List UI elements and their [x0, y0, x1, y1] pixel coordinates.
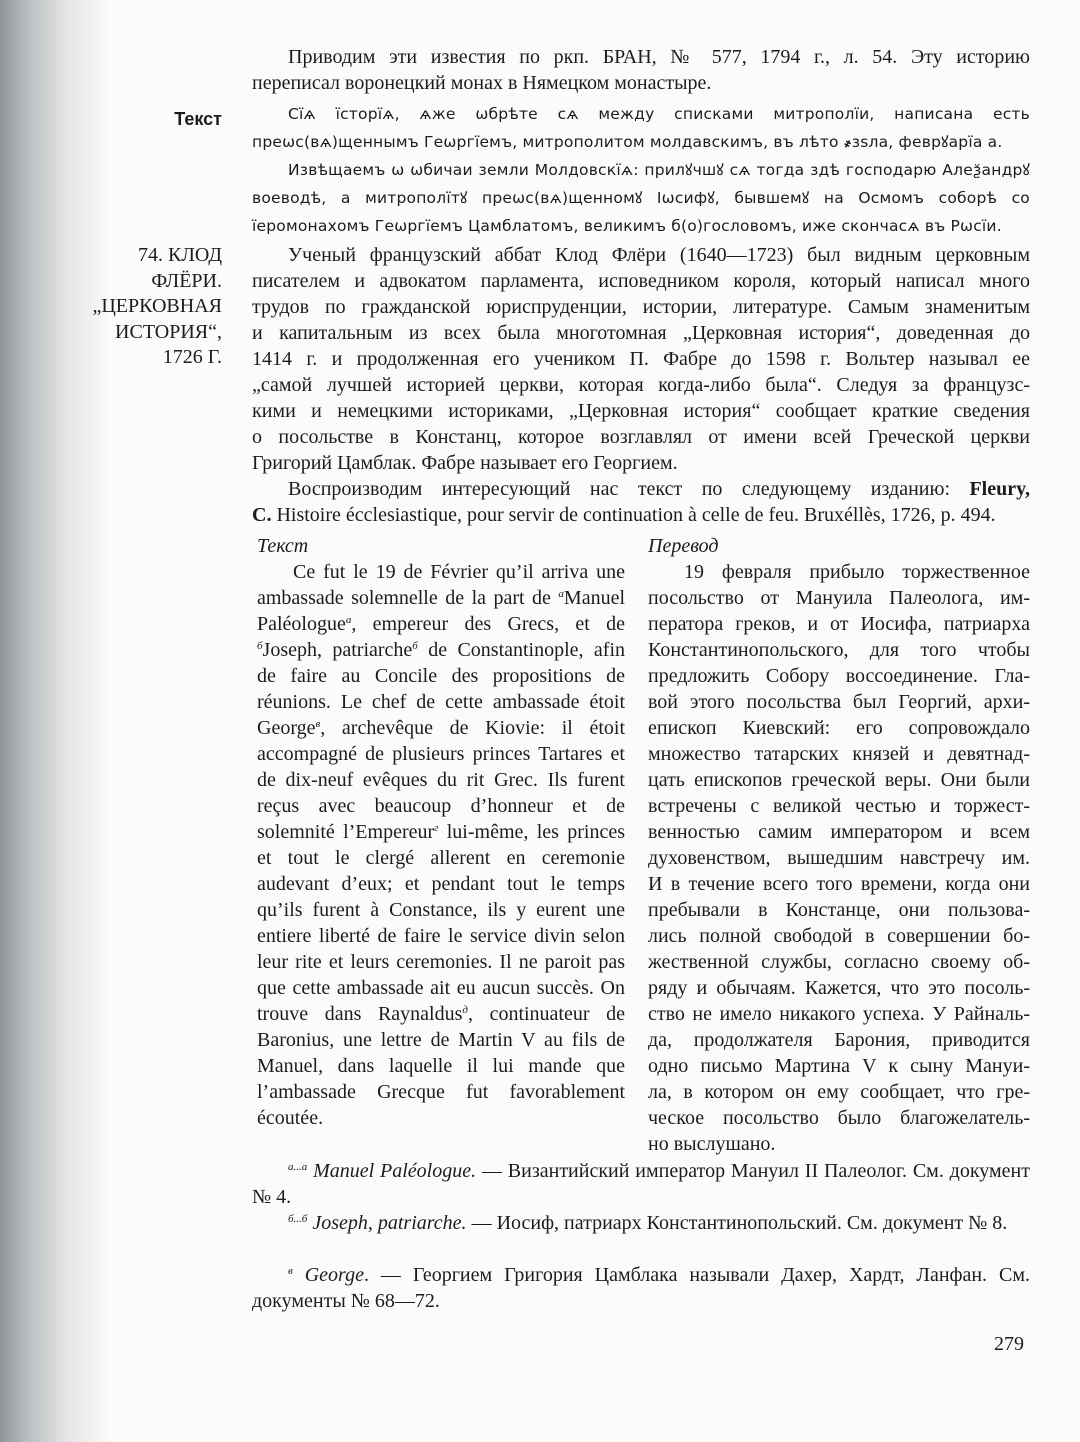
french-line: Baronius, une lettre de Martin V au fils de: [257, 1029, 625, 1051]
slavonic-line: Сїѧ їсторїѧ, ѧже ѡбрѣте сѧ между списками митрополїи, написана есть: [288, 105, 1030, 123]
footnote-marker: а: [558, 588, 564, 600]
text-line: „самой лучшей историей церкви, которая когда-либо была“. Следуя за французс-: [252, 374, 1030, 396]
text-line: кими и немецкими историками, „Церковная история“ сообщает краткие сведения: [252, 400, 1030, 422]
french-line: audevant d’eux; et pendant tout le temps: [257, 873, 625, 895]
slavonic-line: преѡс(вѧ)щеннымъ Геѡргїемъ, митрополитом молдавскимъ, въ лѣто ҂зѕла, феврꙋарїа а.: [252, 133, 1003, 151]
section-label-line: 1726 Г.: [162, 346, 222, 368]
footnote-marker: д: [462, 1004, 468, 1016]
translation-line: но выслушано.: [648, 1133, 776, 1155]
translation-line: ператора греков, и от Иосифа, патриарха: [648, 613, 1030, 635]
translation-line: пребывали в Констанце, они пользова-: [648, 899, 1030, 921]
translation-line: предложить Собору воссоединение. Гла-: [648, 665, 1030, 687]
french-line: Paléologue$^а$, empereur des Grecs, et de: [257, 613, 625, 635]
text-line: и капитальным из всех была многотомная „Церковная история“, доведенная до: [252, 322, 1030, 344]
column-heading-text: Текст: [257, 535, 309, 557]
main-paragraph: [252, 242, 1030, 476]
french-line: que cette ambassade ait eu aucun succès. On: [257, 977, 625, 999]
translation-line: жественной службы, согласно своему об-: [648, 951, 1030, 973]
section-label-line: 74. КЛОД: [138, 244, 222, 266]
footnote-marker: а...а: [288, 1161, 308, 1173]
slavonic-line: Извѣщаемъ ѡ ѡбичаи земли Молдовскїѧ: прилꙋчшꙋ сѧ тогда здѣ господарю Алеѯандрꙋ: [288, 161, 1030, 179]
section-label-line: ИСТОРИЯ“,: [115, 320, 222, 343]
translation-column: [648, 533, 1030, 1157]
footnote-term: Manuel Paléologue.: [307, 1160, 477, 1182]
translation-line: ство не имело никакого успеха. У Райналь-: [648, 1003, 1030, 1025]
text-line: Григорий Цамблак. Фабре называет его Георгием.: [252, 452, 678, 474]
translation-line: ряду и обычаям. Кажется, что это посоль-: [648, 977, 1030, 999]
text-line: Ученый французский аббат Клод Флёри (1640—1723) был видным церковным: [288, 244, 1030, 266]
french-line: écoutée.: [257, 1107, 324, 1129]
translation-line: множество татарских князей и девятнад-: [648, 743, 1030, 765]
text-label: Текст: [174, 109, 222, 129]
footnote-marker: г: [434, 822, 439, 834]
french-line: Manuel, dans laquelle il lui mande que: [257, 1055, 625, 1077]
translation-line: венностью самим императором и всем: [648, 821, 1030, 843]
french-line: George$^в$, archevêque de Kiovie: il étoit: [257, 717, 625, 739]
source-initial: C.: [252, 504, 272, 526]
translation-line: цать епископов греческой веры. Они были: [648, 769, 1030, 791]
french-line: accompagné de plusieurs princes Tartares et: [257, 743, 625, 765]
text-line: 1414 г. и продолженная его учеником П. Фабре до 1598 г. Вольтер называл ее: [252, 348, 1030, 370]
french-line: leur rite et leurs ceremonies. Il ne paroit pas: [257, 951, 625, 973]
column-heading-translation: Перевод: [648, 535, 719, 557]
translation-line: ла, в котором он ему сообщает, что гре-: [648, 1081, 1030, 1103]
intro-paragraph: [252, 44, 1030, 96]
source-title: Histoire écclesiastique, pour servir de continuation à celle de feu. Bruxéllès, 1726, p. 494.: [271, 504, 996, 526]
source-paragraph: [252, 476, 1030, 528]
footnote-marker: б: [257, 640, 263, 652]
original-text-column: [257, 533, 625, 1131]
footnote-marker: в: [315, 718, 321, 730]
translation-line: 19 февраля прибыло торжественное: [684, 561, 1030, 583]
footnote-text: — Византийский император Мануил II Палеолог. См. документ № 4.: [252, 1160, 1030, 1208]
footnote-marker: а: [345, 614, 352, 626]
text-line: о посольстве в Констанц, которое возглавлял от имени всей Греческой церкви: [252, 426, 1030, 448]
translation-line: да, продолжателя Барония, приводится: [648, 1029, 1030, 1051]
section-label: [60, 243, 222, 371]
translation-line: епископ Киевский: его сопровождало: [648, 717, 1030, 739]
footnote-marker: б: [412, 640, 418, 652]
slavonic-text: [252, 100, 1030, 240]
french-line: et tout le clergé allerent en ceremonie: [257, 847, 625, 869]
footnote-marker: в: [288, 1265, 293, 1277]
source-text: Воспроизводим интересующий нас текст по следующему изданию:: [288, 478, 970, 500]
text-line: трудов по гражданской юриспруденции, истории, литературе. Самым знаменитым: [252, 296, 1030, 318]
translation-line: ческое посольство было благожелатель-: [648, 1107, 1030, 1129]
footnote: [252, 1262, 1030, 1314]
section-label-line: ФЛЁРИ.: [151, 269, 222, 292]
source-author: Fleury,: [969, 478, 1030, 500]
slavonic-line: воеводѣ, а митрополїтꙋ преѡс(вѧ)щенномꙋ Іѡсифꙋ, бывшемꙋ на Осмомъ соборѣ со: [252, 189, 1030, 207]
footnote-term: George: [292, 1264, 364, 1286]
french-line: qu’ils furent à Constance, ils y eurent une: [257, 899, 625, 921]
french-line: trouve dans Raynaldus$^д$, continuateur de: [257, 1003, 626, 1025]
page-number: 279: [994, 1333, 1024, 1355]
text-line: Приводим эти известия по ркп. БРАН, № 577, 1794 г., л. 54. Эту историю: [288, 46, 1030, 68]
scan-edge-shadow: [0, 0, 110, 1442]
french-line: entiere liberté de faire le service divin selon: [257, 925, 625, 947]
translation-line: одно письмо Мартина V к сыну Мануи-: [648, 1055, 1030, 1077]
french-line: reçus avec beaucoup d’honneur et de: [257, 795, 625, 817]
text-line: переписал воронецкий монах в Нямецком монастыре.: [252, 72, 712, 94]
french-line: réunions. Le chef de cette ambassade étoit: [257, 691, 625, 713]
french-line: de dix-neuf evêques du rit Grec. Ils furent: [257, 769, 625, 791]
footnote: [252, 1210, 1030, 1236]
footnote-text: . — Георгием Григория Цамблака называли Дахер, Хардт, Ланфан. См. документы № 68—72.: [252, 1264, 1030, 1312]
french-line: ambassade solemnelle de la part de $^а$Manuel: [257, 587, 625, 609]
footnote: [252, 1158, 1030, 1210]
translation-line: лись полной свободой в совершении бо-: [648, 925, 1030, 947]
french-line: l’ambassade Grecque fut favorablement: [257, 1081, 625, 1103]
french-line: $^б$Joseph, patriarche$^б$ de Constantinople, afin: [257, 639, 625, 661]
french-line: de faire au Concile des propositions de: [257, 665, 625, 687]
footnote-term: Joseph, patriarche.: [307, 1212, 467, 1234]
french-line: Ce fut le 19 de Février qu’il arriva une: [293, 561, 625, 583]
slavonic-line: їеромонахомъ Геѡргїемъ Цамблатомъ, великимъ б(о)гословомъ, иже скончасѧ въ Рѡсїи.: [252, 217, 1002, 235]
translation-line: духовенством, вышедшим навстречу им.: [648, 847, 1030, 869]
translation-line: вой этого посольства был Георгий, архи-: [648, 691, 1030, 713]
text-line: писателем и адвокатом парламента, исповедником короля, который написал много: [252, 270, 1030, 292]
footnote-marker: б...б: [288, 1213, 308, 1225]
translation-line: И в течение всего того времени, когда они: [648, 873, 1030, 895]
translation-line: посольство от Мануила Палеолога, им-: [648, 587, 1030, 609]
translation-line: встречены с великой честью и торжест-: [648, 795, 1030, 817]
french-line: solemnité l’Empereur$^г$ lui-même, les princes: [257, 821, 625, 843]
footnote-text: — Иосиф, патриарх Константинопольский. См. документ № 8.: [466, 1212, 1008, 1234]
section-label-line: „ЦЕРКОВНАЯ: [92, 295, 222, 317]
translation-line: Константинопольского, для того чтобы: [648, 639, 1030, 661]
